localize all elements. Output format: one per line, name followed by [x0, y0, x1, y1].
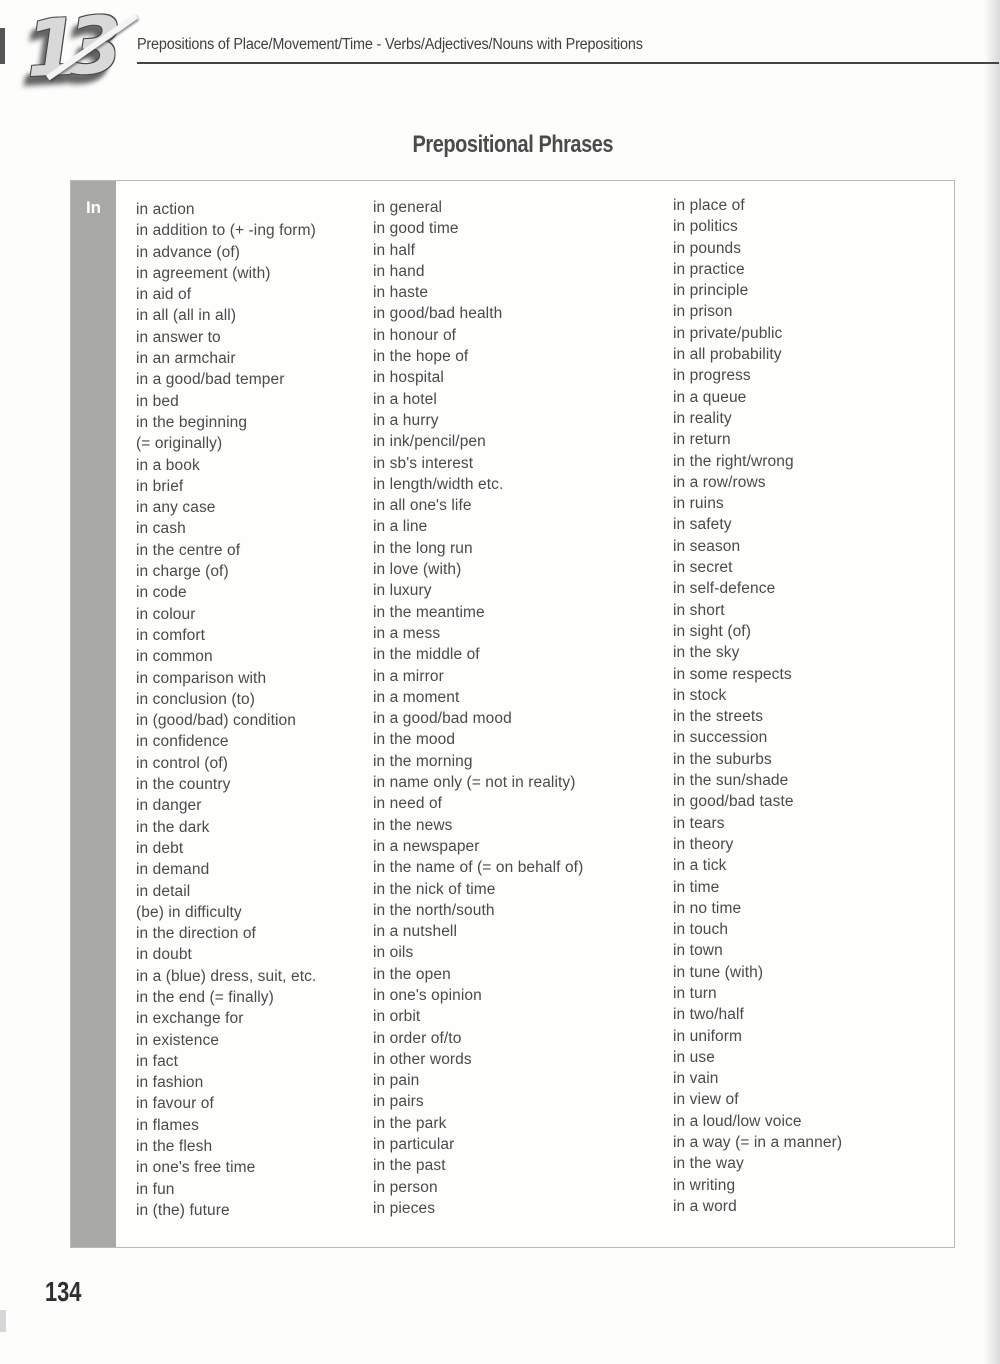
- phrase-item: in a row/rows: [673, 473, 766, 491]
- phrase-item: in the middle of: [373, 646, 480, 664]
- phrase-item: in a queue: [673, 388, 747, 406]
- phrase-item: in the sun/shade: [673, 772, 789, 790]
- phrase-item: in pain: [373, 1072, 420, 1090]
- phrase-item: in the past: [373, 1157, 446, 1175]
- phrase-item: in confidence: [136, 733, 229, 751]
- phrase-item: in comfort: [136, 626, 206, 644]
- phrase-item: in the flesh: [136, 1138, 213, 1156]
- phrase-item: in one's opinion: [373, 986, 482, 1004]
- phrase-item: in answer to: [136, 328, 221, 346]
- phrase-item: in the morning: [373, 752, 473, 770]
- chapter-number: 13: [23, 0, 113, 96]
- phrase-item: in the hope of: [373, 348, 469, 366]
- phrase-item: in person: [373, 1178, 438, 1196]
- phrase-item: in a hotel: [373, 390, 437, 408]
- phrase-item: in short: [673, 601, 725, 619]
- phrase-item: in (the) future: [136, 1201, 230, 1219]
- phrase-item: in debt: [136, 839, 184, 857]
- phrase-item: in town: [673, 942, 723, 960]
- phrase-item: in safety: [673, 516, 732, 534]
- phrase-item: in common: [136, 648, 213, 666]
- phrase-item: in code: [136, 584, 187, 602]
- phrase-item: in progress: [673, 367, 751, 385]
- phrase-item: in a newspaper: [373, 837, 480, 855]
- phrase-item: in view of: [673, 1091, 739, 1109]
- phrase-item: in a moment: [373, 688, 460, 706]
- phrase-item: in aid of: [136, 286, 192, 304]
- phrase-item: (be) in difficulty: [136, 903, 242, 921]
- phrase-item: in the suburbs: [673, 750, 772, 768]
- phrase-item: in the news: [373, 816, 453, 834]
- phrase-column-2: [373, 197, 583, 1219]
- phrase-item: in need of: [373, 795, 443, 813]
- phrase-item: in agreement (with): [136, 264, 271, 282]
- phrase-item: in a tick: [673, 857, 727, 875]
- phrase-item: in the way: [673, 1155, 744, 1173]
- chapter-header-title: Prepositions of Place/Movement/Time - Verbs/Adjectives/Nouns with Prepositions: [137, 36, 643, 53]
- phrase-item: in favour of: [136, 1095, 214, 1113]
- phrase-item: in detail: [136, 882, 191, 900]
- phrase-item: in ruins: [673, 495, 724, 513]
- phrase-item: in a good/bad mood: [373, 710, 512, 728]
- phrase-item: in general: [373, 199, 443, 216]
- phrase-item: in the north/south: [373, 901, 495, 919]
- phrase-item: in action: [136, 201, 195, 218]
- phrase-item: in the end (= finally): [136, 988, 274, 1006]
- section-title: Prepositional Phrases: [412, 131, 613, 158]
- phrase-item: in season: [673, 537, 741, 555]
- phrase-item: in the right/wrong: [673, 452, 794, 470]
- preposition-side-label: In: [85, 198, 102, 217]
- phrase-item: in danger: [136, 797, 202, 815]
- phrase-item: in self-defence: [673, 580, 776, 598]
- phrase-item: in a hurry: [373, 411, 439, 429]
- phrase-item: in one's free time: [136, 1159, 256, 1177]
- phrase-item: in good/bad taste: [673, 793, 794, 811]
- phrase-item: in all probability: [673, 346, 782, 364]
- phrase-item: in pieces: [373, 1199, 436, 1217]
- phrase-item: in the sky: [673, 644, 740, 662]
- page-number: 134: [45, 1276, 82, 1307]
- phrase-item: in brief: [136, 477, 184, 495]
- phrase-item: in length/width etc.: [373, 475, 504, 493]
- scan-artifact-mark-bottom: [0, 1310, 6, 1332]
- phrase-item: in practice: [673, 260, 745, 278]
- phrase-item: in private/public: [673, 324, 783, 342]
- phrase-item: in a loud/low voice: [673, 1112, 802, 1130]
- phrase-item: in love (with): [373, 561, 462, 579]
- phrase-column-3: [673, 195, 842, 1217]
- phrase-item: in fact: [136, 1052, 179, 1070]
- phrase-item: in prison: [673, 303, 733, 321]
- phrase-item: in vain: [673, 1070, 719, 1088]
- phrase-item: in fashion: [136, 1074, 204, 1092]
- phrase-item: in reality: [673, 409, 732, 427]
- chapter-number-badge: [23, 0, 146, 96]
- phrase-item: in turn: [673, 984, 717, 1002]
- phrase-item: in sb's interest: [373, 454, 474, 472]
- phrase-item: in exchange for: [136, 1010, 244, 1028]
- phrase-item: in good time: [373, 220, 459, 238]
- phrase-item: in haste: [373, 284, 429, 302]
- phrase-item: in half: [373, 241, 416, 259]
- phrase-item: in flames: [136, 1116, 199, 1134]
- phrase-item: in existence: [136, 1031, 220, 1049]
- phrase-item: in succession: [673, 729, 768, 747]
- phrase-item: in the centre of: [136, 541, 241, 559]
- phrase-item: in a mirror: [373, 667, 444, 685]
- phrase-item: in a way (= in a manner): [673, 1134, 843, 1152]
- phrase-item: in the name of (= on behalf of): [373, 859, 584, 877]
- phrase-item: in the country: [136, 776, 231, 794]
- phrase-item: in pounds: [673, 239, 742, 257]
- phrase-item: in hand: [373, 262, 425, 280]
- phrase-item: in an armchair: [136, 350, 236, 368]
- phrase-column-1: [136, 199, 316, 1221]
- phrase-item: in (good/bad) condition: [136, 712, 296, 730]
- phrase-item: in the park: [373, 1114, 447, 1132]
- phrase-item: in secret: [673, 559, 733, 577]
- phrase-item: in time: [673, 878, 720, 896]
- phrase-item: in sight (of): [673, 622, 751, 640]
- phrase-item: in no time: [673, 899, 742, 917]
- phrase-item: in some respects: [673, 665, 792, 683]
- phrase-item: in control (of): [136, 754, 228, 772]
- phrase-item: in oils: [373, 944, 414, 962]
- phrase-item: in addition to (+ -ing form): [136, 222, 316, 240]
- phrase-item: in place of: [673, 197, 745, 214]
- phrase-item: in two/half: [673, 1006, 744, 1024]
- phrase-item: in a book: [136, 456, 200, 474]
- phrase-item: in cash: [136, 520, 186, 538]
- phrase-item: in use: [673, 1048, 715, 1066]
- phrase-item: in fun: [136, 1180, 175, 1198]
- phrase-item: in principle: [673, 282, 749, 300]
- phrase-item: in comparison with: [136, 669, 267, 687]
- phrase-item: in any case: [136, 499, 216, 517]
- phrase-item: in bed: [136, 392, 179, 410]
- phrase-item: in hospital: [373, 369, 444, 387]
- phrase-item: in the mood: [373, 731, 456, 749]
- phrase-item: in a good/bad temper: [136, 371, 285, 389]
- phrase-item: in advance (of): [136, 243, 241, 261]
- phrase-item: in the open: [373, 965, 451, 983]
- phrase-item: in a (blue) dress, suit, etc.: [136, 967, 317, 985]
- header-divider-rule: [137, 62, 999, 64]
- phrase-item: in the streets: [673, 708, 764, 726]
- phrase-item: in the nick of time: [373, 880, 496, 898]
- phrase-item: in name only (= not in reality): [373, 774, 576, 792]
- phrase-item: in a nutshell: [373, 923, 458, 941]
- phrase-item: in a line: [373, 518, 428, 536]
- phrase-item: in the beginning: [136, 413, 248, 431]
- phrase-item: in charge (of): [136, 563, 229, 581]
- prepositional-phrases-box: [70, 180, 955, 1248]
- scan-artifact-mark: [0, 28, 5, 64]
- phrase-item: in politics: [673, 218, 738, 236]
- phrase-item: in the long run: [373, 539, 473, 557]
- phrase-item: in stock: [673, 686, 727, 704]
- phrase-item: in demand: [136, 861, 210, 879]
- phrase-item: in writing: [673, 1176, 736, 1194]
- phrase-item: in ink/pencil/pen: [373, 433, 486, 451]
- phrase-item: in other words: [373, 1050, 472, 1068]
- phrase-item: in particular: [373, 1136, 455, 1154]
- page-edge-shadow: [984, 0, 1000, 1364]
- phrase-item: in honour of: [373, 326, 457, 344]
- phrase-item: in all one's life: [373, 497, 472, 515]
- phrase-item: in all (all in all): [136, 307, 237, 325]
- section-title-container: [70, 131, 955, 159]
- phrase-item: in a word: [673, 1197, 737, 1215]
- phrase-item: in the dark: [136, 818, 210, 836]
- phrase-item: in luxury: [373, 582, 432, 600]
- phrase-item: in touch: [673, 921, 729, 939]
- phrase-item: in conclusion (to): [136, 690, 255, 708]
- phrase-item: in a mess: [373, 624, 441, 642]
- phrase-item: in the direction of: [136, 925, 256, 943]
- phrase-item: in uniform: [673, 1027, 743, 1045]
- phrase-item: in tears: [673, 814, 725, 832]
- phrase-item: in theory: [673, 835, 734, 853]
- phrase-item: (= originally): [136, 435, 223, 453]
- phrase-item: in tune (with): [673, 963, 764, 981]
- phrase-item: in the meantime: [373, 603, 485, 621]
- phrase-item: in orbit: [373, 1008, 421, 1026]
- side-strip: [71, 181, 116, 1247]
- phrase-item: in colour: [136, 605, 196, 623]
- phrase-item: in order of/to: [373, 1029, 462, 1047]
- phrase-item: in doubt: [136, 946, 192, 964]
- phrase-item: in return: [673, 431, 731, 449]
- phrase-item: in good/bad health: [373, 305, 503, 323]
- phrase-item: in pairs: [373, 1093, 424, 1111]
